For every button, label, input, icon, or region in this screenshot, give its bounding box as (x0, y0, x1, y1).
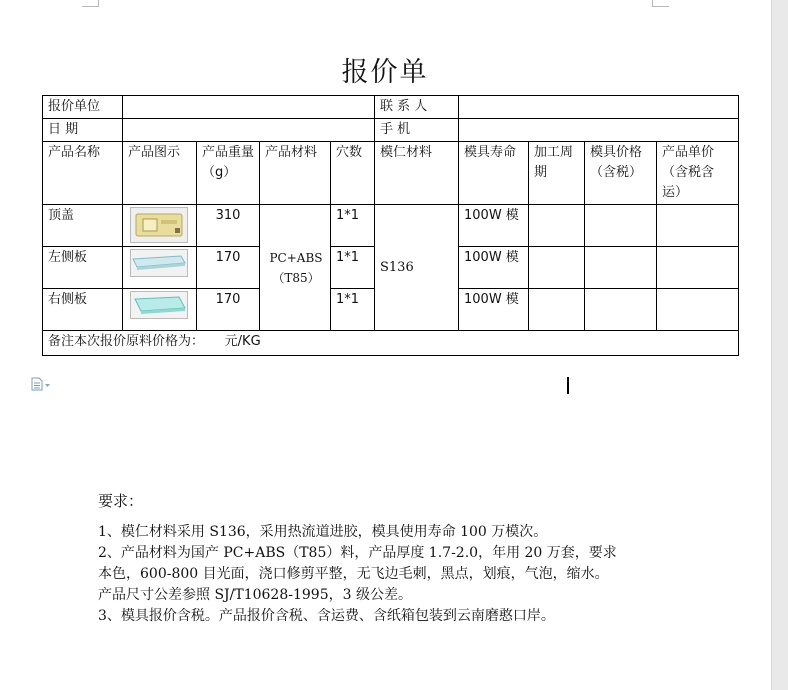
requirements-list (98, 522, 658, 627)
product-image-left-panel (130, 249, 188, 277)
core-material: S136 (375, 205, 459, 331)
value-contact[interactable] (459, 96, 739, 119)
mold-life: 100W 模 (459, 247, 529, 289)
product-name: 顶盖 (43, 205, 123, 247)
col-header-cavity: 穴数 (331, 142, 375, 205)
col-header-cycle: 加工周期 (529, 142, 585, 205)
cycle-cell[interactable] (529, 247, 585, 289)
header-row-company (43, 96, 739, 119)
product-image-right-panel (130, 291, 188, 319)
document-title: 报价单 (341, 57, 429, 88)
col-header-unit-price: 产品单价（含税含运） (657, 142, 739, 205)
vertical-scrollbar[interactable] (771, 0, 788, 690)
label-contact: 联 系 人 (375, 96, 459, 119)
requirement-line: 2、产品材料为国产 PC+ABS（T85）料，产品厚度 1.7-2.0，年用 20 万套，要求 (98, 545, 617, 561)
col-header-core-material: 模仁材料 (375, 142, 459, 205)
mold-life: 100W 模 (459, 205, 529, 247)
paragraph-options-icon[interactable] (31, 377, 51, 391)
product-image-cell (123, 247, 197, 289)
product-image-cell (123, 205, 197, 247)
header-row-date (43, 119, 739, 142)
product-weight: 310 (197, 205, 260, 247)
product-material (260, 205, 331, 331)
mold-life: 100W 模 (459, 289, 529, 331)
col-header-material: 产品材料 (260, 142, 331, 205)
unit-price-cell[interactable] (657, 205, 739, 247)
col-header-name: 产品名称 (43, 142, 123, 205)
product-cavity: 1*1 (331, 289, 375, 331)
cycle-cell[interactable] (529, 289, 585, 331)
page-corner-mark-right (652, 0, 669, 7)
note-row (43, 331, 739, 356)
value-quote-unit[interactable] (123, 96, 375, 119)
cycle-cell[interactable] (529, 205, 585, 247)
requirement-line: 1、模仁材料采用 S136，采用热流道进胶，模具使用寿命 100 万模次。 (98, 524, 548, 540)
requirement-line: 本色，600-800 目光面，浇口修剪平整，无飞边毛刺，黑点，划痕，气泡，缩水。 (98, 566, 609, 582)
table-row (43, 205, 739, 247)
page-corner-mark-left (82, 0, 99, 7)
product-cavity: 1*1 (331, 247, 375, 289)
product-image-cell (123, 289, 197, 331)
product-material-text: PC+ABS（T85） (269, 250, 323, 285)
unit-price-cell[interactable] (657, 247, 739, 289)
label-quote-unit: 报价单位 (43, 96, 123, 119)
mold-price-cell[interactable] (585, 247, 657, 289)
text-cursor (567, 377, 569, 394)
product-image-top-cover (130, 207, 188, 243)
column-header-row (43, 142, 739, 205)
col-header-weight: 产品重量（g） (197, 142, 260, 205)
label-date: 日 期 (43, 119, 123, 142)
col-header-mold-life: 模具寿命 (459, 142, 529, 205)
price-note: 备注本次报价原料价格为： 元/KG (43, 331, 739, 356)
col-header-image: 产品图示 (123, 142, 197, 205)
requirements-title: 要求： (98, 492, 144, 510)
col-header-mold-price: 模具价格（含税） (585, 142, 657, 205)
product-weight: 170 (197, 289, 260, 331)
mold-price-cell[interactable] (585, 205, 657, 247)
product-cavity: 1*1 (331, 205, 375, 247)
quotation-table (42, 95, 739, 356)
requirement-line: 3、模具报价含税。产品报价含税、含运费、含纸箱包装到云南磨憨口岸。 (98, 608, 555, 624)
value-phone[interactable] (459, 119, 739, 142)
requirement-line: 产品尺寸公差参照 SJ/T10628-1995，3 级公差。 (98, 587, 412, 603)
product-weight: 170 (197, 247, 260, 289)
mold-price-cell[interactable] (585, 289, 657, 331)
product-name: 左侧板 (43, 247, 123, 289)
label-phone: 手 机 (375, 119, 459, 142)
value-date[interactable] (123, 119, 375, 142)
unit-price-cell[interactable] (657, 289, 739, 331)
product-name: 右侧板 (43, 289, 123, 331)
